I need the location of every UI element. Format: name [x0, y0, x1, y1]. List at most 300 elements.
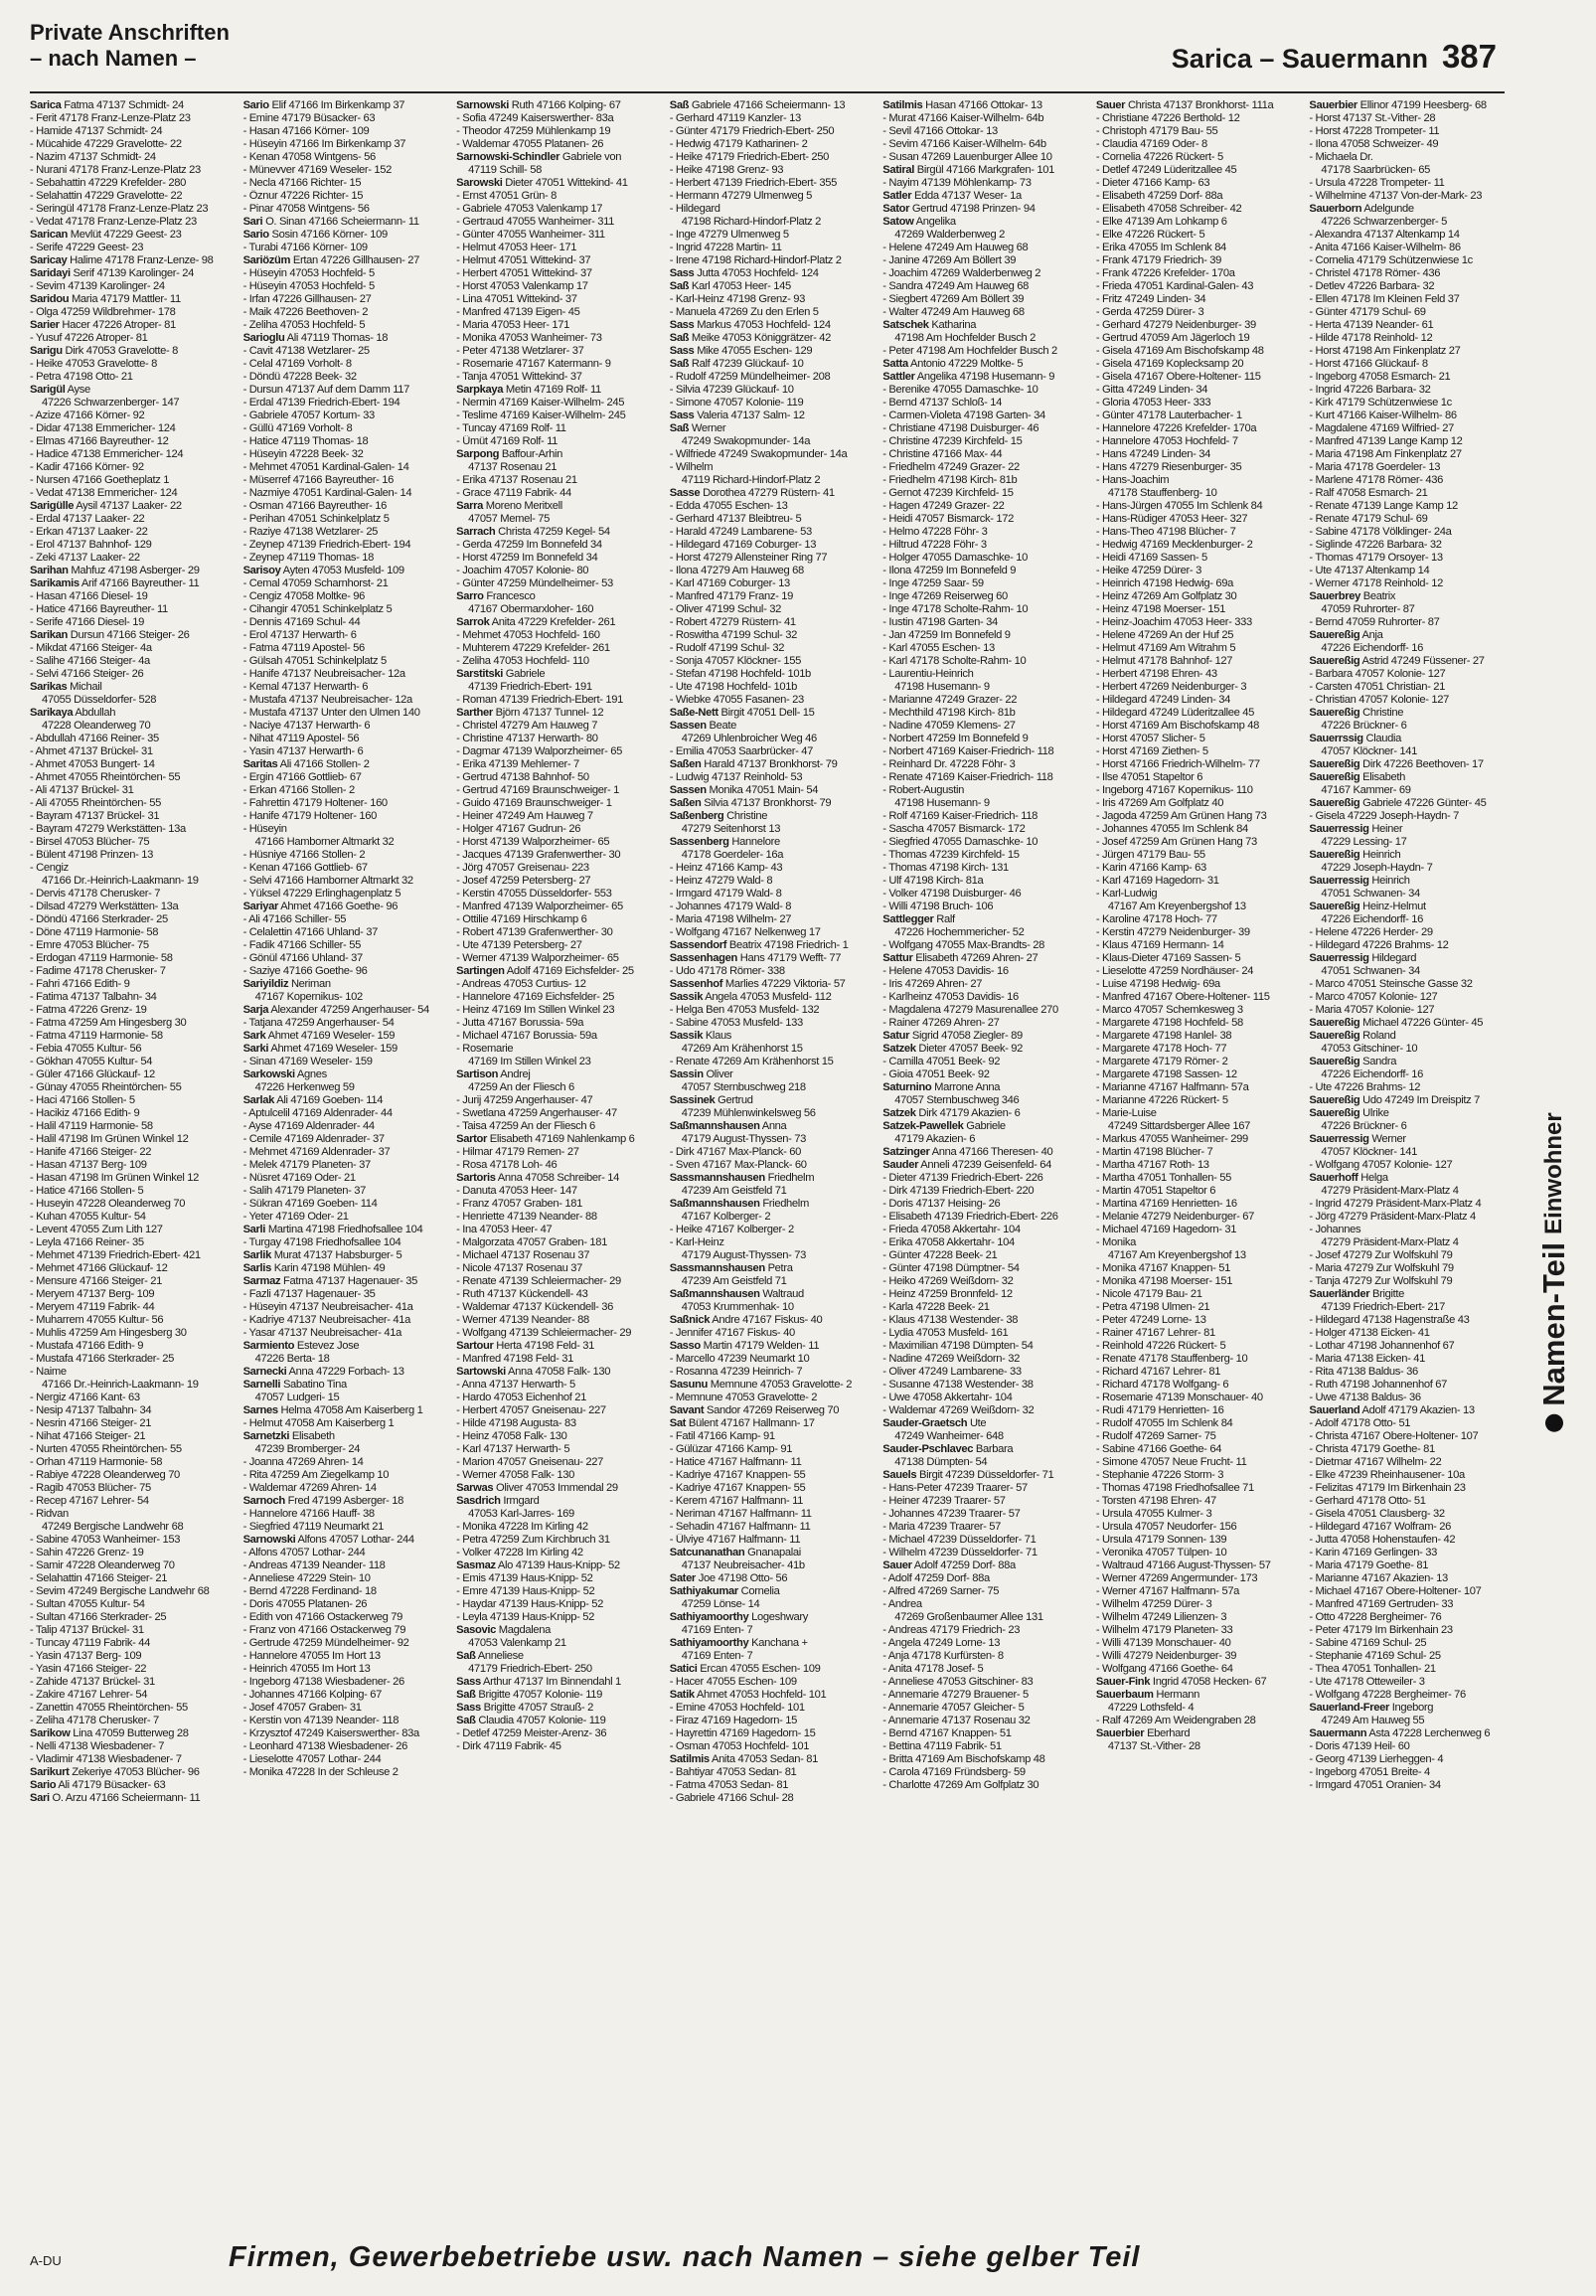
listing-entry: - Yasin 47137 Herwarth- 6 — [242, 745, 364, 757]
listing-entry: Satler Edda 47137 Weser- 1a — [882, 190, 1022, 202]
surname: Sasse — [669, 487, 701, 499]
surname: Sarikamis — [30, 577, 80, 589]
listing-entry: - Karl-Heinz — [669, 1236, 724, 1248]
listing-entry: 47166 Dr.-Heinrich-Laakmann- 19 — [42, 1379, 199, 1391]
listing-entry: - Renate 47179 Schul- 69 — [1309, 513, 1428, 525]
listing-entry: 47179 Friedrich-Ebert- 250 — [468, 1663, 592, 1675]
listing-entry: - Waltraud 47166 August-Thyssen- 57 — [1095, 1559, 1271, 1571]
listing-entry: Sattlegger Ralf — [882, 913, 955, 925]
listing-entry: - Iustin 47198 Garten- 34 — [882, 616, 998, 628]
listing-entry: - Ruth 47198 Johannenhof 67 — [1309, 1379, 1448, 1391]
listing-entry: - Erika 47058 Akkertahr- 104 — [882, 1236, 1015, 1248]
surname: Sauereßig — [1309, 758, 1360, 770]
surname: Sass — [456, 1676, 481, 1688]
listing-entry: 47279 Präsident-Marx-Platz 4 — [1321, 1185, 1459, 1197]
listing-entry: - Marianne 47226 Rückert- 5 — [1095, 1094, 1228, 1106]
listing-column-6 — [1096, 99, 1298, 2205]
listing-entry: Sauerland-Freer Ingeborg — [1309, 1702, 1434, 1714]
surname: Satzinger — [882, 1146, 930, 1158]
listing-entry: - Rudolf 47055 Im Schlenk 84 — [1095, 1417, 1233, 1429]
listing-entry: - Monika 47167 Knappen- 51 — [1095, 1262, 1231, 1274]
surname: Sauereßig — [1309, 655, 1360, 667]
listing-entry: - Mensure 47166 Steiger- 21 — [30, 1275, 162, 1287]
listing-entry: - Luise 47198 Hedwig- 69a — [1095, 978, 1220, 990]
surname: Sarmiento — [242, 1340, 295, 1352]
surname: Sasunu — [669, 1379, 709, 1391]
surname: Sass — [669, 345, 695, 357]
surname: Sauerressig — [1309, 875, 1369, 887]
listing-entry: - Andreas 47053 Curtius- 12 — [456, 978, 586, 990]
surname: Sauerbaum — [1095, 1689, 1154, 1701]
surname: Sarro — [456, 590, 484, 602]
listing-entry: - Friedhelm 47198 Kirch- 81b — [882, 474, 1018, 486]
surname: Sariyar — [242, 901, 279, 912]
listing-entry: - Hermann 47279 Ulmenweg 5 — [669, 190, 812, 202]
listing-entry: 47167 Am Kreyenbergshof 13 — [1107, 1249, 1246, 1261]
listing-entry: - Gisela 47169 Koplecksamp 20 — [1095, 358, 1244, 370]
listing-entry: - Günter 47179 Friedrich-Ebert- 250 — [669, 125, 835, 137]
listing-entry: - Ute 47178 Otteweiler- 3 — [1309, 1676, 1425, 1688]
listing-entry: - Nazim 47137 Schmidt- 24 — [30, 151, 156, 163]
listing-entry: - Sabine 47169 Schul- 25 — [1309, 1637, 1427, 1649]
listing-entry: - Ursula 47055 Kulmer- 3 — [1095, 1508, 1212, 1520]
listing-columns — [30, 99, 1511, 2205]
listing-entry: - Elisabeth 47058 Schreiber- 42 — [1095, 203, 1242, 215]
listing-entry: - Danuta 47053 Heer- 147 — [456, 1185, 577, 1197]
listing-entry: - Mechthild 47198 Kirch- 81b — [882, 707, 1016, 719]
listing-entry: 47059 Ruhrorter- 87 — [1321, 603, 1415, 615]
listing-entry: - Zeliha 47053 Hochfeld- 5 — [242, 319, 366, 331]
listing-entry: - Renate 47178 Stauffenberg- 10 — [1095, 1353, 1248, 1365]
surname: Sassenhof — [669, 978, 723, 990]
listing-entry: - Stephanie 47226 Storm- 3 — [1095, 1469, 1224, 1481]
listing-entry: - Franz 47057 Graben- 181 — [456, 1198, 582, 1210]
surname: Saturnino — [882, 1081, 932, 1093]
surname: Sauereßig — [1309, 1017, 1360, 1029]
listing-entry: - Turgay 47198 Friedhofsallee 104 — [242, 1236, 401, 1248]
listing-entry: Sauer Adolf 47259 Dorf- 88a — [882, 1559, 1016, 1571]
listing-entry: - Anna 47137 Herwarth- 5 — [456, 1379, 575, 1391]
listing-entry: - Petra 47259 Zum Kirchbruch 31 — [456, 1534, 610, 1546]
listing-entry: - Willi 47279 Neidenburger- 39 — [1095, 1650, 1237, 1662]
listing-entry: - Norbert 47169 Kaiser-Friedrich- 118 — [882, 745, 1054, 757]
listing-entry: Sario Ali 47179 Büsacker- 63 — [30, 1779, 166, 1791]
listing-entry: - Nayim 47139 Möhlenkamp- 73 — [882, 177, 1032, 189]
listing-entry: - Werner 47058 Falk- 130 — [456, 1469, 575, 1481]
listing-entry: 47169 Im Stillen Winkel 23 — [468, 1056, 591, 1067]
surname: Sauder-Pschlavec — [882, 1443, 974, 1455]
listing-entry: - Pinar 47058 Wintgens- 56 — [242, 203, 370, 215]
listing-entry: Sarier Hacer 47226 Atroper- 81 — [30, 319, 176, 331]
listing-entry: Satzinger Anna 47166 Theresen- 40 — [882, 1146, 1053, 1158]
listing-entry: - Horst 47053 Valenkamp 17 — [456, 280, 588, 292]
listing-entry: Sauereßig Sandra — [1309, 1056, 1397, 1067]
listing-entry: - Friedhelm 47249 Grazer- 22 — [882, 461, 1020, 473]
listing-entry: - Rita 47259 Am Ziegelkamp 10 — [242, 1469, 390, 1481]
listing-entry: - Kemal 47137 Herwarth- 6 — [242, 681, 369, 693]
listing-entry: - Emine 47179 Büsacker- 63 — [242, 112, 376, 124]
listing-entry: - Emre 47053 Blücher- 75 — [30, 939, 149, 951]
listing-entry: - Iris 47269 Ahren- 27 — [882, 978, 983, 990]
listing-entry: - Frank 47179 Friedrich- 39 — [1095, 254, 1221, 266]
surname: Satler — [882, 190, 912, 202]
listing-entry: - Ergin 47166 Gottlieb- 67 — [242, 771, 362, 783]
listing-entry: - Michael 47239 Düsseldorfer- 71 — [882, 1534, 1037, 1546]
listing-entry: - Christiane 47226 Berthold- 12 — [1095, 112, 1240, 124]
listing-entry: - Herbert 47198 Ehren- 43 — [1095, 668, 1217, 680]
listing-entry: - Horst 47139 Walporzheimer- 65 — [456, 836, 610, 848]
listing-entry: Satilmis Anita 47053 Sedan- 81 — [669, 1753, 819, 1765]
listing-entry: - Ursula 47179 Sonnen- 139 — [1095, 1534, 1227, 1546]
page-number: 387 — [1441, 38, 1497, 75]
listing-entry: - Josef 47259 Petersberg- 27 — [456, 875, 591, 887]
surname: Satici — [669, 1663, 698, 1675]
surname: Sarja — [242, 1004, 269, 1016]
listing-entry: - Rosa 47178 Loh- 46 — [456, 1159, 558, 1171]
listing-entry: - Werner 47269 Angermunder- 173 — [1095, 1572, 1258, 1584]
listing-entry: Sariyildiz Neriman — [242, 978, 331, 990]
listing-entry: - Heinz 47269 Am Golfplatz 30 — [1095, 590, 1237, 602]
listing-entry: Sarnelli Sabatino Tina — [242, 1379, 347, 1391]
listing-entry: - Leonhard 47138 Wiesbadener- 26 — [242, 1740, 407, 1752]
listing-entry: Sario Sosin 47166 Körner- 109 — [242, 229, 388, 241]
listing-entry: - Nursen 47166 Goetheplatz 1 — [30, 474, 170, 486]
listing-entry: - Heinz 47166 Kamp- 43 — [669, 862, 783, 874]
surname: Sarikas — [30, 681, 68, 693]
listing-entry: - Horst 47169 Ziethen- 5 — [1095, 745, 1208, 757]
listing-entry: - Maria 47138 Eicken- 41 — [1309, 1353, 1426, 1365]
listing-entry: - Ahmet 47137 Brückel- 31 — [30, 745, 153, 757]
listing-entry: - Erkan 47166 Stollen- 2 — [242, 784, 355, 796]
listing-entry: - Hedwig 47169 Mecklenburger- 2 — [1095, 539, 1253, 551]
listing-entry: - Hildegard 47226 Brahms- 12 — [1309, 939, 1449, 951]
listing-entry: - Monika — [1095, 1236, 1136, 1248]
listing-entry: - Holger 47167 Gudrun- 26 — [456, 823, 581, 835]
listing-entry: - Grace 47119 Fabrik- 44 — [456, 487, 571, 499]
listing-entry: - Leyla 47139 Haus-Knipp- 52 — [456, 1611, 594, 1623]
listing-entry: 47179 Akazien- 6 — [894, 1133, 976, 1145]
listing-entry: 47169 Enten- 7 — [681, 1624, 753, 1636]
listing-entry: - Maria 47279 Zur Wolfskuhl 79 — [1309, 1262, 1454, 1274]
listing-entry: 47229 Lothsfeld- 4 — [1107, 1702, 1195, 1714]
listing-entry: - Johannes 47239 Traarer- 57 — [882, 1508, 1021, 1520]
listing-entry: 47269 Uhlenbroicher Weg 46 — [681, 733, 817, 744]
listing-entry: - Frieda 47051 Kardinal-Galen- 43 — [1095, 280, 1254, 292]
listing-entry: - Dirk 47119 Fabrik- 45 — [456, 1740, 561, 1752]
listing-entry: - Fatma 47259 Am Hingesberg 30 — [30, 1017, 187, 1029]
listing-entry: - Heinrich 47055 Im Hort 13 — [242, 1663, 371, 1675]
listing-entry: Saßmannshausen Waltraud — [669, 1288, 804, 1300]
listing-entry: 47051 Schwanen- 34 — [1321, 888, 1420, 900]
listing-entry: - Robert 47139 Grafenwerther- 30 — [456, 926, 613, 938]
listing-entry: - Helene 47053 Davidis- 16 — [882, 965, 1009, 977]
listing-entry: - Gernot 47239 Kirchfeld- 15 — [882, 487, 1014, 499]
listing-entry: - Carola 47169 Fründsberg- 59 — [882, 1766, 1026, 1778]
listing-entry: - Wilhelmine 47137 Von-der-Mark- 23 — [1309, 190, 1483, 202]
surname: Sartor — [456, 1133, 487, 1145]
listing-entry: 47167 Kammer- 69 — [1321, 784, 1411, 796]
listing-entry: Satur Sigrid 47058 Ziegler- 89 — [882, 1030, 1023, 1042]
listing-entry: - Fatma 47226 Grenz- 19 — [30, 1004, 147, 1016]
listing-entry: Sarnes Helma 47058 Am Kaiserberg 1 — [242, 1404, 423, 1416]
surname: Sariyildiz — [242, 978, 289, 990]
listing-entry: - Kadriye 47137 Neubreisacher- 41a — [242, 1314, 411, 1326]
surname: Sass — [669, 410, 695, 421]
listing-entry: - Dieter 47139 Friedrich-Ebert- 226 — [882, 1172, 1043, 1184]
listing-entry: - Ute 47198 Hochfeld- 101b — [669, 681, 798, 693]
listing-column-1 — [30, 99, 232, 2205]
listing-entry: - Nadine 47269 Weißdorn- 32 — [882, 1353, 1021, 1365]
listing-entry: Sasso Martin 47179 Welden- 11 — [669, 1340, 820, 1352]
listing-entry: - Rudolf 47269 Sarner- 75 — [1095, 1430, 1216, 1442]
surname: Sauereßig — [1309, 1094, 1360, 1106]
listing-entry: Sassenberg Hannelore — [669, 836, 780, 848]
surname: Sauereßig — [1309, 901, 1360, 912]
listing-entry: - Nicole 47179 Bau- 21 — [1095, 1288, 1202, 1300]
listing-entry: - Berenike 47055 Damaschke- 10 — [882, 384, 1038, 396]
listing-entry: - Martina 47169 Henrietten- 16 — [1095, 1198, 1237, 1210]
surname: Sarigu — [30, 345, 63, 357]
listing-entry: - Margarete 47178 Hoch- 77 — [1095, 1043, 1227, 1055]
listing-entry: - Erdal 47139 Friedrich-Ebert- 194 — [242, 397, 400, 409]
listing-entry: - Peter 47249 Lorne- 13 — [1095, 1314, 1206, 1326]
listing-entry: - Jagoda 47259 Am Grünen Hang 73 — [1095, 810, 1267, 822]
listing-entry: - Christoph 47179 Bau- 55 — [1095, 125, 1218, 137]
surname: Sartowski — [456, 1366, 506, 1378]
surname: Sasso — [669, 1340, 701, 1352]
listing-entry: - Hatice 47167 Halfmann- 11 — [669, 1456, 802, 1468]
listing-entry: Sarigülle Aysil 47137 Laaker- 22 — [30, 500, 182, 512]
surname: Saßmannshausen — [669, 1120, 760, 1132]
listing-entry: - Tuncay 47169 Rolf- 11 — [456, 422, 566, 434]
listing-entry: - Ruth 47137 Kückendell- 43 — [456, 1288, 588, 1300]
listing-entry: - Ute 47139 Petersberg- 27 — [456, 939, 582, 951]
listing-entry: - Manfred 47167 Obere-Holtener- 115 — [1095, 991, 1270, 1003]
listing-entry: - Ottilie 47169 Hirschkamp 6 — [456, 913, 587, 925]
surname: Saßenberg — [669, 810, 724, 822]
surname: Sauereßig — [1309, 1107, 1360, 1119]
listing-entry: - Uwe 47058 Akkertahr- 104 — [882, 1392, 1013, 1403]
surname: Sartison — [456, 1068, 499, 1080]
listing-entry: - Melek 47179 Planeten- 37 — [242, 1159, 371, 1171]
listing-entry: - Bernd 47059 Ruhrorter- 87 — [1309, 616, 1440, 628]
listing-entry: - Gülsah 47051 Schinkelplatz 5 — [242, 655, 387, 667]
listing-entry: - Swetlana 47259 Angerhauser- 47 — [456, 1107, 617, 1119]
listing-entry: - Ulf 47198 Kirch- 81a — [882, 875, 984, 887]
section-title-line1: Private Anschriften — [30, 20, 230, 45]
listing-entry: 47057 Klöckner- 141 — [1321, 745, 1418, 757]
listing-entry: - Johannes 47166 Kolping- 67 — [242, 1689, 383, 1701]
listing-entry: 47057 Memel- 75 — [468, 513, 550, 525]
listing-entry: - Herbert 47269 Neidenburger- 3 — [1095, 681, 1247, 693]
name-range: Sarica – Sauermann — [1171, 44, 1428, 74]
listing-entry: - Klaus 47138 Westender- 38 — [882, 1314, 1019, 1326]
listing-entry: - Gönül 47166 Uhland- 37 — [242, 952, 363, 964]
listing-entry: - Jan 47259 Im Bonnefeld 9 — [882, 629, 1011, 641]
listing-entry: - Heidi 47057 Bismarck- 172 — [882, 513, 1014, 525]
surname: Sassik — [669, 1030, 704, 1042]
surname: Sarioglu — [242, 332, 285, 344]
listing-entry: - Klaus 47169 Hermann- 14 — [1095, 939, 1224, 951]
listing-entry: - Jürgen 47179 Bau- 55 — [1095, 849, 1205, 861]
surname: Sathiyakumar — [669, 1585, 738, 1597]
surname: Sarnetzki — [242, 1430, 290, 1442]
surname: Sassendorf — [669, 939, 727, 951]
surname: Sassen — [669, 784, 707, 796]
surname: Sarnowski — [456, 99, 509, 111]
listing-entry: - Azize 47166 Körner- 92 — [30, 410, 145, 421]
listing-entry: 47057 Klöckner- 141 — [1321, 1146, 1418, 1158]
listing-entry: - Krzysztof 47249 Kaiserswerther- 83a — [242, 1727, 419, 1739]
listing-entry: - Gabriele 47053 Valenkamp 17 — [456, 203, 603, 215]
listing-entry: - Sabine 47178 Völklinger- 24a — [1309, 526, 1452, 538]
listing-entry: - Renate 47269 Am Krähenhorst 15 — [669, 1056, 834, 1067]
listing-entry: - Horst 47166 Glückauf- 8 — [1309, 358, 1428, 370]
listing-entry: Sarpkaya Metin 47169 Rolf- 11 — [456, 384, 601, 396]
surname: Sauerländer — [1309, 1288, 1370, 1300]
listing-entry: - Mücahide 47229 Gravelotte- 22 — [30, 138, 182, 150]
listing-entry: - Anja 47178 Kurfürsten- 8 — [882, 1650, 1004, 1662]
listing-entry: Sass Jutta 47053 Hochfeld- 124 — [669, 267, 819, 279]
listing-entry: Sarpong Baffour-Arhin — [456, 448, 562, 460]
listing-entry: - Anneliese 47229 Stein- 10 — [242, 1572, 371, 1584]
listing-entry: 47139 Friedrich-Ebert- 191 — [468, 681, 592, 693]
listing-entry: Saß Werner — [669, 422, 726, 434]
listing-entry: - Gerhard 47279 Neidenburger- 39 — [1095, 319, 1256, 331]
listing-entry: - Werner 47139 Walporzheimer- 65 — [456, 952, 619, 964]
bullet-dot-icon — [1545, 1414, 1563, 1432]
listing-entry: - Martha 47051 Tonhallen- 55 — [1095, 1172, 1231, 1184]
listing-entry: - Holger 47138 Eicken- 41 — [1309, 1327, 1430, 1339]
listing-entry: - Lydia 47053 Musfeld- 161 — [882, 1327, 1009, 1339]
listing-entry: - Selahattin 47229 Gravelotte- 22 — [30, 190, 183, 202]
listing-entry: - Sehadin 47167 Halfmann- 11 — [669, 1521, 811, 1533]
listing-entry: - Udo 47178 Römer- 338 — [669, 965, 785, 977]
listing-entry: - Müserref 47166 Bayreuther- 16 — [242, 474, 395, 486]
listing-entry: Satiral Birgül 47166 Markgrafen- 101 — [882, 164, 1055, 176]
listing-column-5 — [882, 99, 1084, 2205]
listing-entry: 47226 Brückner- 6 — [1321, 1120, 1407, 1132]
listing-entry: Sasovic Magdalena — [456, 1624, 551, 1636]
surname: Sariözüm — [242, 254, 291, 266]
listing-entry: - Heidi 47169 Sassen- 5 — [1095, 552, 1207, 564]
listing-entry: - Carmen-Violeta 47198 Garten- 34 — [882, 410, 1045, 421]
listing-entry: 47279 Präsident-Marx-Platz 4 — [1321, 1236, 1459, 1248]
listing-entry: 47055 Düsseldorfer- 528 — [42, 694, 157, 706]
listing-entry: - Gerhard 47178 Otto- 51 — [1309, 1495, 1426, 1507]
listing-entry: Sariyar Ahmet 47166 Goethe- 96 — [242, 901, 399, 912]
listing-entry: - Thomas 47198 Friedhofsallee 71 — [1095, 1482, 1254, 1494]
listing-entry: 47226 Berta- 18 — [254, 1353, 330, 1365]
listing-entry: - Bayram 47279 Werkstätten- 13a — [30, 823, 186, 835]
listing-entry: - Döndü 47228 Beek- 32 — [242, 371, 357, 383]
listing-entry: Satzek-Pawellek Gabriele — [882, 1120, 1006, 1132]
listing-entry: - Sven 47167 Max-Planck- 60 — [669, 1159, 807, 1171]
listing-entry: - Doris 47055 Platanen- 26 — [242, 1598, 368, 1610]
listing-entry: - Zeliha 47178 Cherusker- 7 — [30, 1715, 159, 1726]
listing-entry: Saridayi Serif 47139 Karolinger- 24 — [30, 267, 194, 279]
listing-entry: 47166 Dr.-Heinrich-Laakmann- 19 — [42, 875, 199, 887]
listing-entry: - Hilmar 47179 Remen- 27 — [456, 1146, 579, 1158]
listing-entry: Sarikas Michail — [30, 681, 102, 693]
listing-entry: - Sevil 47166 Ottokar- 13 — [882, 125, 998, 137]
listing-entry: - Sabine 47053 Wanheimer- 153 — [30, 1534, 181, 1546]
listing-entry: - Horst 47279 Allensteiner Ring 77 — [669, 552, 828, 564]
surname: Sauer-Fink — [1095, 1676, 1151, 1688]
listing-entry: - Alfred 47269 Sarner- 75 — [882, 1585, 1000, 1597]
listing-entry: Sauerländer Brigitte — [1309, 1288, 1405, 1300]
listing-entry: - Erdal 47137 Laaker- 22 — [30, 513, 145, 525]
listing-entry: - Taisa 47259 An der Fliesch 6 — [456, 1120, 595, 1132]
listing-entry: - Kerstin von 47139 Neander- 118 — [242, 1715, 399, 1726]
surname: Satilmis — [882, 99, 923, 111]
listing-entry: Sauerrssig Claudia — [1309, 733, 1402, 744]
listing-entry: - Ute 47137 Altenkamp 14 — [1309, 565, 1430, 576]
listing-entry: - Johannes — [1309, 1224, 1361, 1235]
listing-entry: Sarmaz Fatma 47137 Hagenauer- 35 — [242, 1275, 417, 1287]
listing-entry: Sattler Angelika 47198 Husemann- 9 — [882, 371, 1055, 383]
listing-entry: - Cemal 47059 Scharnhorst- 21 — [242, 577, 389, 589]
surname: Sass — [669, 319, 695, 331]
listing-entry: - Emine 47053 Hochfeld- 101 — [669, 1702, 805, 1714]
listing-entry: - Elke 47226 Rückert- 5 — [1095, 229, 1205, 241]
surname: Sartour — [456, 1340, 494, 1352]
surname: Saridou — [30, 293, 70, 305]
listing-entry: - Iris 47269 Am Golfplatz 40 — [1095, 797, 1224, 809]
listing-entry: - Ilona 47058 Schweizer- 49 — [1309, 138, 1439, 150]
listing-entry: - Ingrid 47228 Martin- 11 — [669, 242, 782, 253]
listing-entry: - Ute 47226 Brahms- 12 — [1309, 1081, 1421, 1093]
surname: Sassenhagen — [669, 952, 737, 964]
listing-entry: - Karl 47055 Eschen- 13 — [882, 642, 995, 654]
listing-entry: Sauerressig Heiner — [1309, 823, 1403, 835]
listing-entry: Sarigu Dirk 47053 Gravelotte- 8 — [30, 345, 178, 357]
listing-entry: Sauereßig Christine — [1309, 707, 1404, 719]
listing-entry: - Halil 47119 Harmonie- 58 — [30, 1120, 153, 1132]
listing-entry: - Monika 47053 Wanheimer- 73 — [456, 332, 602, 344]
listing-entry: - Emis 47139 Haus-Knipp- 52 — [456, 1572, 593, 1584]
listing-entry: Sartour Herta 47198 Feld- 31 — [456, 1340, 594, 1352]
listing-entry: - Mikdat 47166 Steiger- 4a — [30, 642, 152, 654]
listing-entry: - Ingrid 47279 Präsident-Marx-Platz 4 — [1309, 1198, 1482, 1210]
listing-entry: - Hedwig 47179 Katharinen- 2 — [669, 138, 808, 150]
listing-entry: Sarrok Anita 47229 Krefelder- 261 — [456, 616, 616, 628]
listing-entry: - Jörg 47057 Greisenau- 223 — [456, 862, 589, 874]
listing-entry: - Monika 47228 Im Kirling 42 — [456, 1521, 588, 1533]
listing-entry: Satik Ahmet 47053 Hochfeld- 101 — [669, 1689, 827, 1701]
listing-entry: - Tuncay 47119 Fabrik- 44 — [30, 1637, 151, 1649]
listing-entry: - Ferit 47178 Franz-Lenze-Platz 23 — [30, 112, 191, 124]
listing-entry: - Peter 47179 Im Birkenhain 23 — [1309, 1624, 1453, 1636]
listing-entry: - Helmo 47228 Föhr- 3 — [882, 526, 988, 538]
listing-entry: Satzek Dieter 47057 Beek- 92 — [882, 1043, 1023, 1055]
listing-entry: - Bernd 47228 Ferdinand- 18 — [242, 1585, 377, 1597]
listing-entry: - Naime — [30, 1366, 67, 1378]
surname: Sarpkaya — [456, 384, 504, 396]
listing-entry: - Rolf 47169 Kaiser-Friedrich- 118 — [882, 810, 1038, 822]
listing-entry: - Erika 47055 Im Schlenk 84 — [1095, 242, 1226, 253]
listing-entry: - Hiltrud 47228 Föhr- 3 — [882, 539, 987, 551]
listing-entry: - Marianne 47167 Akazien- 13 — [1309, 1572, 1448, 1584]
listing-entry: 47137 Neubreisacher- 41b — [681, 1559, 805, 1571]
listing-entry: - Barbara 47057 Kolonie- 127 — [1309, 668, 1446, 680]
surname: Satcunanathan — [669, 1547, 745, 1558]
surname: Sarigülle — [30, 500, 75, 512]
listing-entry: - Cihangir 47051 Schinkelplatz 5 — [242, 603, 393, 615]
listing-entry: - Murat 47166 Kaiser-Wilhelm- 64b — [882, 112, 1044, 124]
listing-entry: - Helene 47269 An der Huf 25 — [1095, 629, 1234, 641]
listing-entry: 47053 Gitschiner- 10 — [1321, 1043, 1418, 1055]
